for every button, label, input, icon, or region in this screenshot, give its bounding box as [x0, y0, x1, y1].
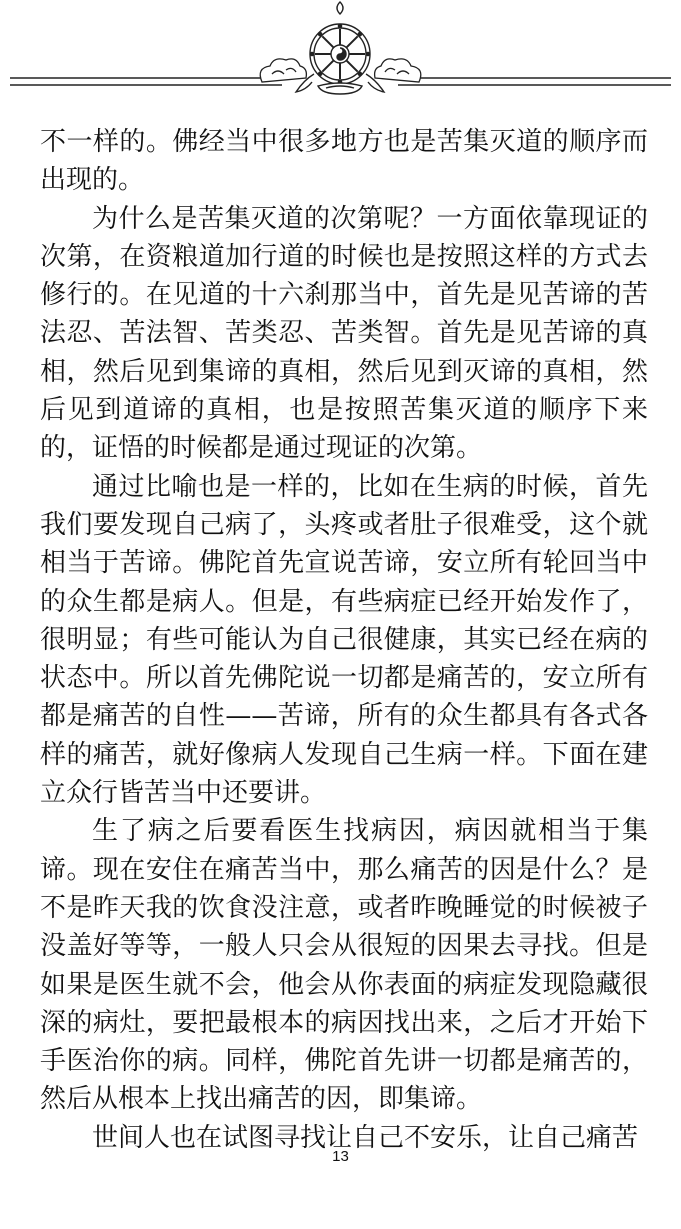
- paragraph-2: 为什么是苦集灭道的次第呢？一方面依靠现证的次第，在资粮道加行道的时候也是按照这样的方式去修行的。在见道的十六刹那当中，首先是见苦谛的苦法忍、苦法智、苦类忍、苦类智。首先是见苦谛的真相，然后见到集谛的真相，然后见到灭谛的真相，然后见到道谛的真相，也是按照苦集灭道的顺序下来的，证悟的时候都是通过现证的次第。: [40, 203, 648, 464]
- paragraph-4: 生了病之后要看医生找病因，病因就相当于集谛。现在安住在痛苦当中，那么痛苦的因是什么？是不是昨天我的饮食没注意，或者昨晚睡觉的时候被子没盖好等等，一般人只会从很短的因果去寻找。但是如果是医生就不会，他会从你表面的病症发现隐藏很深的病灶，要把最根本的病因找出来，之后才开始下手医治你的病。同样，佛陀首先讲一切都是痛苦的，然后从根本上找出痛苦的因，即集谛。: [40, 816, 648, 1115]
- page-number: 13: [332, 1148, 349, 1165]
- paragraph-1: 不一样的。佛经当中很多地方也是苦集灭道的顺序而出现的。: [40, 127, 648, 196]
- paragraph-5: 世间人也在试图寻找让自己不安乐，让自己痛苦: [92, 1122, 639, 1153]
- dharma-wheel-icon: [0, 0, 681, 110]
- paragraph-3: 通过比喻也是一样的，比如在生病的时候，首先我们要发现自己病了，头疼或者肚子很难受，这个就相当于苦谛。佛陀首先宣说苦谛，安立所有轮回当中的众生都是病人。但是，有些病症已经开始发作了，很明显；有些可能认为自己很健康，其实已经在病的状态中。所以首先佛陀说一切都是痛苦的，安立所有都是痛苦的自性——苦谛，所有的众生都具有各式各样的痛苦，就好像病人发现自己生病一样。下面在建立众行皆苦当中还要讲。: [40, 471, 648, 809]
- body-text: [40, 123, 648, 1157]
